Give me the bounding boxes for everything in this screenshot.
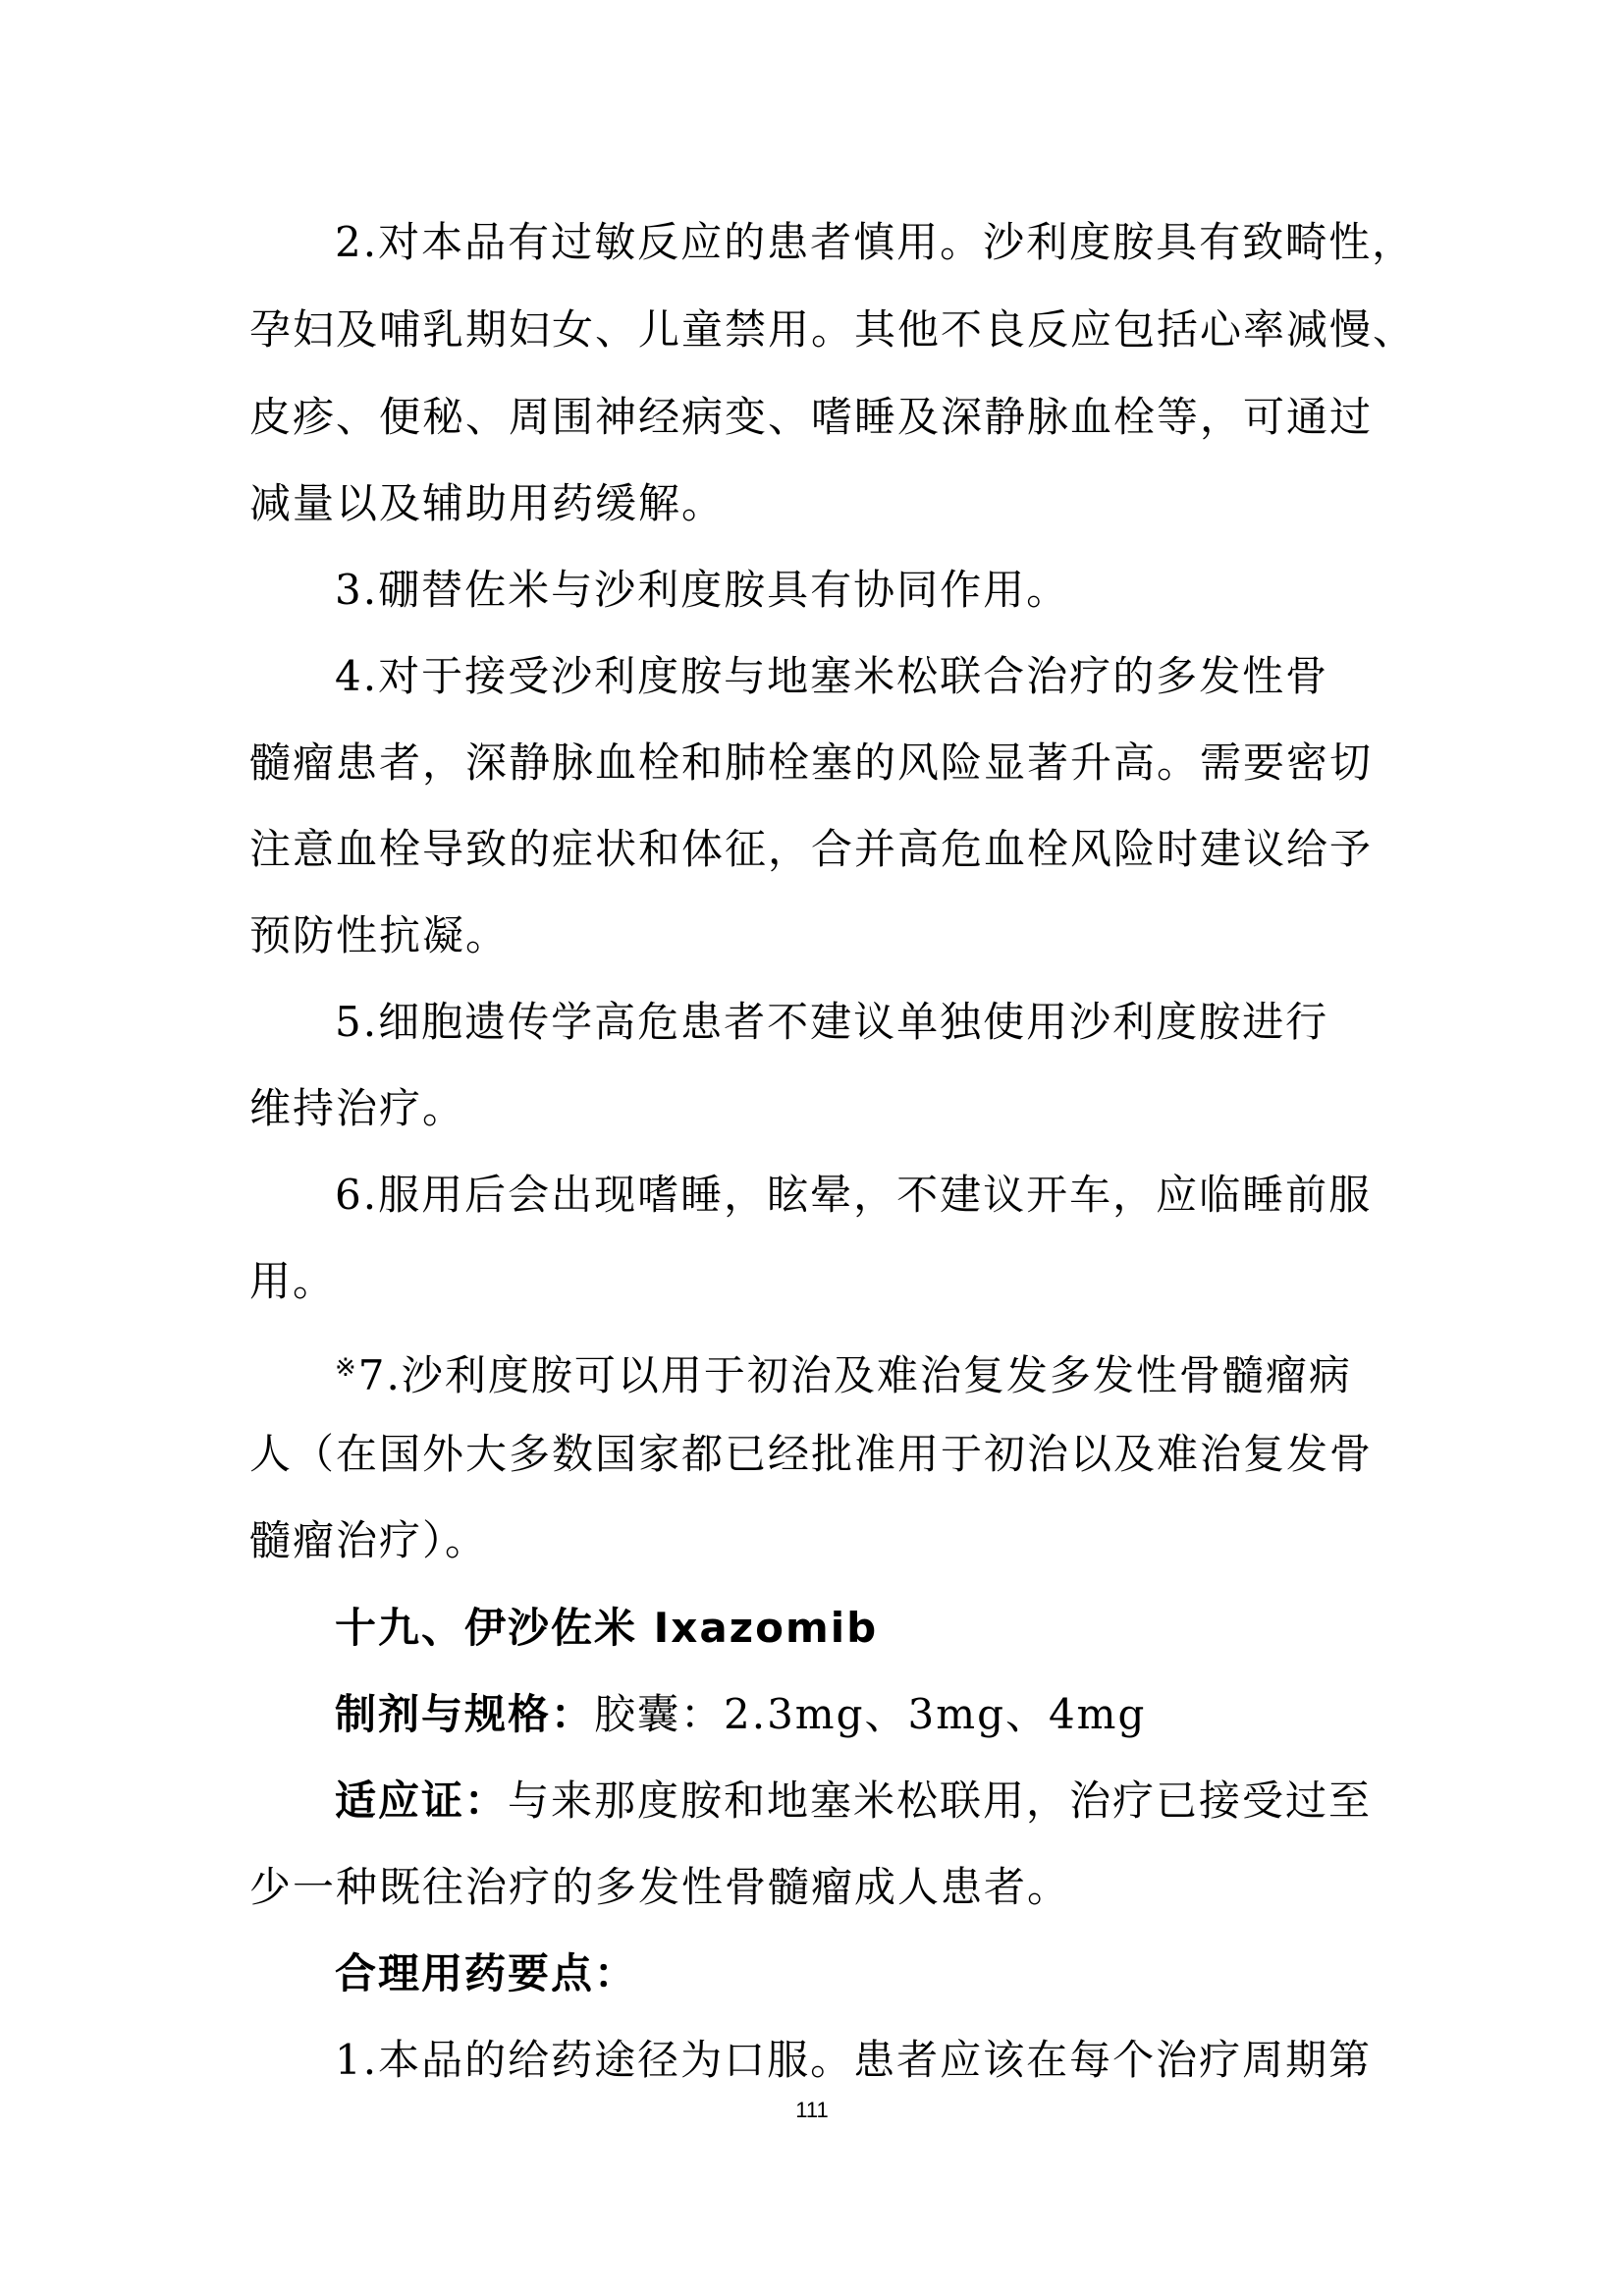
page-number: 111 xyxy=(795,2098,829,2122)
paragraph-line: 4.对于接受沙利度胺与地塞米松联合治疗的多发性骨 xyxy=(335,652,1329,700)
usage-item: 1.本品的给药途径为口服。患者应该在每个治疗周期第 xyxy=(335,2036,1373,2084)
usage-heading: 合理用药要点： xyxy=(335,1949,638,1997)
spec-value: 胶囊：2.3mg、3mg、4mg xyxy=(594,1690,1147,1738)
reference-mark: ※ xyxy=(335,1353,358,1383)
paragraph-line: 注意血栓导致的症状和体征，合并高危血栓风险时建议给予 xyxy=(249,825,1374,873)
paragraph-line: 皮疹、便秘、周围神经病变、嗜睡及深静脉血栓等，可通过 xyxy=(249,393,1374,441)
paragraph-line: 3.硼替佐米与沙利度胺具有协同作用。 xyxy=(335,566,1070,614)
note-line: 髓瘤治疗）。 xyxy=(249,1516,489,1564)
indication-line: 少一种既往治疗的多发性骨髓瘤成人患者。 xyxy=(249,1863,1071,1911)
paragraph-line: 孕妇及哺乳期妇女、儿童禁用。其他不良反应包括心率减慢、 xyxy=(249,305,1417,354)
spec-label: 制剂与规格： xyxy=(335,1690,595,1738)
drug-heading: 十九、伊沙佐米 Ixazomib xyxy=(335,1604,879,1652)
spec-line xyxy=(0,1686,1624,1743)
paragraph-line: 预防性抗凝。 xyxy=(249,911,510,959)
indication-text: 与来那度胺和地塞米松联用，治疗已接受过至 xyxy=(508,1777,1373,1825)
paragraph-line: 2.对本品有过敏反应的患者慎用。沙利度胺具有致畸性， xyxy=(335,218,1416,266)
note-line xyxy=(0,1339,1624,1404)
paragraph-line: 5.细胞遗传学高危患者不建议单独使用沙利度胺进行 xyxy=(335,998,1329,1046)
indication-line xyxy=(0,1773,1624,1830)
indication-label: 适应证： xyxy=(335,1777,509,1825)
note-line: 人（在国外大多数国家都已经批准用于初治以及难治复发骨 xyxy=(249,1430,1374,1478)
paragraph-line: 减量以及辅助用药缓解。 xyxy=(249,479,726,527)
paragraph-line: 维持治疗。 xyxy=(249,1084,466,1132)
note-text: 7.沙利度胺可以用于初治及难治复发多发性骨髓瘤病 xyxy=(357,1351,1352,1399)
paragraph-line: 髓瘤患者，深静脉血栓和肺栓塞的风险显著升高。需要密切 xyxy=(249,738,1374,787)
paragraph-line: 6.服用后会出现嗜睡，眩晕，不建议开车，应临睡前服 xyxy=(335,1171,1373,1219)
paragraph-line: 用。 xyxy=(249,1257,337,1305)
